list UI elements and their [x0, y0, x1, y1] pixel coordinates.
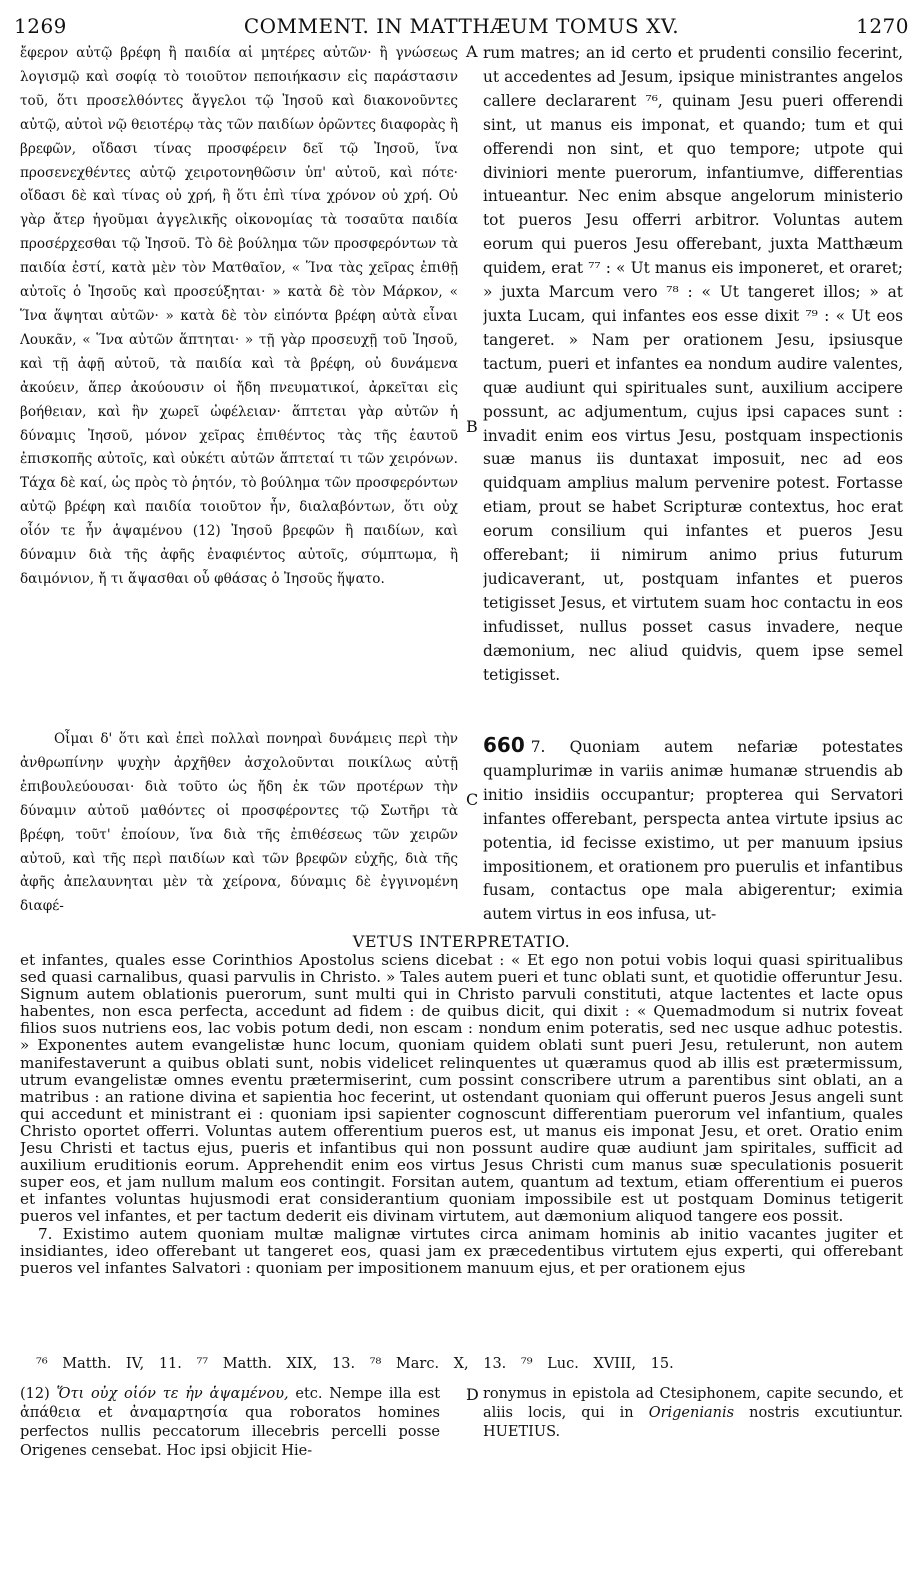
- greek-paragraph-1: ἔφερον αὐτῷ βρέφη ἢ παιδία αἱ μητέρες αὐτῶν· ἢ γνώσεως λογισμῷ καὶ σοφίᾳ τὸ τοιοῦτον πεποιήκασιν εἰς παράστασιν τοῦ, ὅτι προσελθόντες ἄγγελοι τῷ Ἰησοῦ καὶ διακονοῦντες αὐτῷ, αὐτοὶ νῷ θειοτέρῳ τὰς τῶν παιδίων ὁρῶντες διαφορὰς ἢ βρεφῶν, οἴδασι τίνας προσφέρειν δεῖ τῷ Ἰησοῦ, ἵνα προσενεχθέντες αὐτῷ χειροτονηθῶσιν ὑπ' αὐτοῦ, καὶ πότε· οἴδασι δὲ καὶ τίνας οὐ χρή, ἢ ὅτι ἐπὶ τίνα χρόνον οὐ χρή. Οὐ γὰρ ἄτερ ἡγοῦμαι ἀγγελικῆς οἰκονομίας τὰ τοσαῦτα παιδία προσέρχεσθαι τῷ Ἰησοῦ. Τὸ δὲ βούλημα τῶν προσφερόντων τὰ παιδία ἐστί, κατὰ μὲν τὸν Ματθαῖον, « Ἵνα τὰς χεῖρας ἐπιθῇ αὐτοῖς ὁ Ἰησοῦς καὶ προσεύξηται· » κατὰ δὲ τὸν Μάρκον, « Ἵνα ἅψηται αὐτῶν· » κατὰ δὲ τὸν εἰπόντα βρέφη αὐτὰ εἶναι Λουκᾶν, « Ἵνα αὐτῶν ἅπτηται· » τῇ γὰρ προσευχῇ τοῦ Ἰησοῦ, καὶ τῇ ἀφῇ αὐτοῦ, τὰ παιδία καὶ τὰ βρέφη, οὐ δυνάμενα ἀκούειν, ἅπερ ἀκούουσιν οἱ ἤδη πνευματικοί, ἀρκεῖται εἰς βοήθειαν, καὶ ἣν χωρεῖ ὠφέλειαν· ἅπτεται γὰρ αὐτῶν ἡ δύναμις Ἰησοῦ, μόνον χεῖρας ἐπιθέντος τὰς τῆς ἑαυτοῦ ἐπισκοπῆς αὐτοῖς, καὶ οὐκέτι αὐτῶν ἅπτεταί τι τῶν χειρόνων. Τάχα δὲ καί, ὡς πρὸς τὸ ῥητόν, τὸ βούλημα τῶν προσφερόντων αὐτῷ βρέφη καὶ παιδία τοιοῦτον ἦν, διαλαβόντων, ὅτι οὐχ οἷόν τε ἦν ἁψαμένου (12) Ἰησοῦ βρεφῶν ἢ παιδίων, καὶ δύναμιν διὰ τῆς ἀφῆς ἐναφιέντος αὐτοῖς, σύμπτωμα, ἢ δαιμόνιον, ἤ τι ἅψασθαι οὗ φθάσας ὁ Ἰησοῦς ἥψατο.: [20, 45, 458, 587]
- vetus-paragraph-1: et infantes, quales esse Corinthios Apostolus sciens dicebat : « Et ego non potui vobis loqui quasi spiritualibus sed quasi carnalibus, quasi parvulis in Christo. » Tales autem pueri et tunc oblati sunt, et quotidie offeruntur Jesu. Signum autem oblationis puerorum, sunt multi qui in Christo parvuli constituti, atque lactentes et lacte opus habentes, non esca perfecta, accedunt ad fidem : de quibus dicit, qui dixit : « Quemadmodum si nutrix foveat filios suos nutriens eos, lac vobis potum dedi, non escam : nondum enim poteratis, sed nec usque adhuc potestis. » Exponentes autem evangelistæ hunc locum, quoniam quidem oblati sunt pueri Jesu, retulerunt, non autem manifestaverunt a quibus oblati sunt, nobis videlicet relinquentes ut quæramus quod ab illis est prætermissum, utrum evangelistæ omnes eventu prætermiserint, cum possint conscribere utrum a parentibus sint oblati, an a matribus : an ratione divina et sapientia hoc fecerint, ut ostendant quoniam qui offerunt pueros Jesus angeli sunt qui accedunt et ministrant ei : quoniam ipsi sapienter cognoscunt differentiam puerorum vel infantium, quales Christo oportet offerri. Voluntas autem offerentium pueros est, ut manus eis imponat Jesu, et oret. Oratio enim Jesu Christi et tactus ejus, pueris et infantibus qui non possunt audire quæ audiunt jam spiritales, sufficit ad auxilium eruditionis eorum. Apprehendit enim eos virtus Jesus Christi cum manus suæ speculationis posuerit super eos, et jam nullum malum eos contingit. Forsitan autem, quantum ad textum, etiam offerentium ei pueros et infantes voluntas hujusmodi erat considerantium quoniam impossibile est ut postquam Dominus tetigerit pueros vel infantes, et per tactum dederit eis divinam virtutem, aut dæmonium aliquod tangere eos possit.: [20, 952, 903, 1226]
- running-title: COMMENT. IN MATTHÆUM TOMUS XV.: [243, 14, 680, 38]
- footnote-right: [483, 1385, 903, 1442]
- latin-column-lower: [483, 734, 903, 927]
- margin-letter-c: C: [466, 790, 479, 809]
- vetus-interpretatio: [20, 952, 903, 1277]
- scripture-references: ⁷⁶ Matth. IV, 11. ⁷⁷ Matth. XIX, 13. ⁷⁸ Marc. X, 13. ⁷⁹ Luc. XVIII, 15.: [36, 1356, 674, 1372]
- margin-letter-a: A: [466, 42, 478, 61]
- greek-column-upper: [20, 42, 458, 592]
- page-number-right: 1270: [856, 14, 909, 38]
- footnote-greek-lemma: Ὅτι οὐχ οἷόν τε ἦν ἁψαμένου,: [56, 1386, 289, 1402]
- latin-paragraph-2-text: 7. Quoniam autem nefariæ potestates quamplurimæ in variis animæ humanæ struendis ab initio insidiis occupantur; propterea qui Servatori infantes offerebant, perspecta antea virtute ipsius ac potentia, id fecisse existimo, ut per manuum ipsius impositionem, et orationem pro puerulis et infantibus fusam, contactus ope mala abigerentur; eximia autem virtus in eos infusa, ut-: [483, 738, 903, 924]
- footnote-right-text-2: nostris excutiuntur. HUETIUS.: [483, 1405, 903, 1440]
- greek-paragraph-2: Οἶμαι δ' ὅτι καὶ ἐπεὶ πολλαὶ πονηραὶ δυνάμεις περὶ τὴν ἀνθρωπίνην ψυχὴν ἀρχῆθεν ἀσχολοῦνται ποικίλως αὐτῇ ἐπιβουλεύουσαι· διὰ τοῦτο ὡς ἤδη ἐκ τῶν προτέρων τὴν δύναμιν αὐτοῦ μαθόντες οἱ προσφέροντες τῷ Σωτῆρι τὰ βρέφη, τοῦτ' ἐποίουν, ἵνα διὰ τῆς ἐπιθέσεως τῶν χειρῶν αὐτοῦ, καὶ τῆς περὶ παιδίων καὶ τῶν βρεφῶν εὐχῆς, διὰ τῆς ἀφῆς ἀπελαυνηται μὲν τὰ χείρονα, δύναμις δὲ ἐγγινομένη διαφέ-: [20, 731, 458, 915]
- footnote-number: (12): [20, 1386, 50, 1402]
- footnote-left: [20, 1385, 440, 1461]
- vetus-paragraph-2: 7. Existimo autem quoniam multæ malignæ virtutes circa animam hominis ab initio vacantes jugiter et insidiantes, ideo offerebant ut tangeret eos, quasi jam ex præcedentibus virtutem ejus experti, qui offerebant pueros vel infantes Salvatori : quoniam per impositionem manuum ejus, et per orationem ejus: [20, 1224, 903, 1277]
- latin-paragraph-1: rum matres; an id certo et prudenti consilio fecerint, ut accedentes ad Jesum, ipsique ministrantes angelos callere declararent ⁷⁶, quinam Jesu pueri offerendi sint, ut manus eis imponat, et quando; tum et qui offerendi non sint, et quo tempore; utpote qui diviniori mente puerorum, infantiumve, differentias intueantur. Nec enim absque angelorum ministerio tot pueros Jesu offerri arbitror. Voluntas autem eorum qui pueros Jesu offerebant, juxta Matthæum quidem, erat ⁷⁷ : « Ut manus eis imponeret, et oraret; » juxta Marcum vero ⁷⁸ : « Ut tangeret illos; » at juxta Lucam, qui infantes eos esse dixit ⁷⁹ : « Ut eos tangeret. » Nam per orationem Jesu, ipsiusque tactum, pueri et infantes ea nondum audire valentes, quæ audiunt qui spirituales sunt, auxilium accipere possunt, ac adjumentum, cujus ipsi capaces sunt : invadit enim eos virtus Jesu, postquam inspectionis suæ manus iis duntaxat imposuit, nec ad eos quidquam amplius malum pervenire potest. Fortasse etiam, prout se habet Scripturæ contextus, hoc erat eorum consilium qui infantes et pueros Jesu offerebant; ii nimirum animo prius futurum judicaverant, ut, postquam infantes et pueros tetigisset Jesus, et virtutem suam hoc contactu in eos infudisset, nullus posset casus invadere, neque dæmonium, nec aliud quidvis, quem ipse semel tetigisset.: [483, 44, 903, 684]
- footnote-right-italic: Origenianis: [648, 1405, 735, 1421]
- running-header: [14, 14, 909, 40]
- page-number-left: 1269: [14, 14, 67, 38]
- footnote-left-text: etc. Nempe illa est ἀπάθεια et ἀναμαρτησία qua roboratos homines perfectos nullis peccatorum illecebris percelli posse Origenes censebat. Hoc ipsi objicit Hie-: [20, 1386, 440, 1459]
- margin-letter-d: D: [466, 1385, 479, 1404]
- greek-column-lower: [20, 728, 458, 919]
- margin-letter-b: B: [466, 417, 478, 436]
- latin-paragraph-2: [483, 734, 903, 927]
- latin-column-upper: [483, 42, 903, 687]
- column-number: 660: [483, 734, 525, 757]
- footnote-right-text-1: ronymus in epistola ad Ctesiphonem, capite secundo, et aliis locis, qui in: [483, 1386, 903, 1421]
- section-heading: VETUS INTERPRETATIO.: [352, 932, 571, 951]
